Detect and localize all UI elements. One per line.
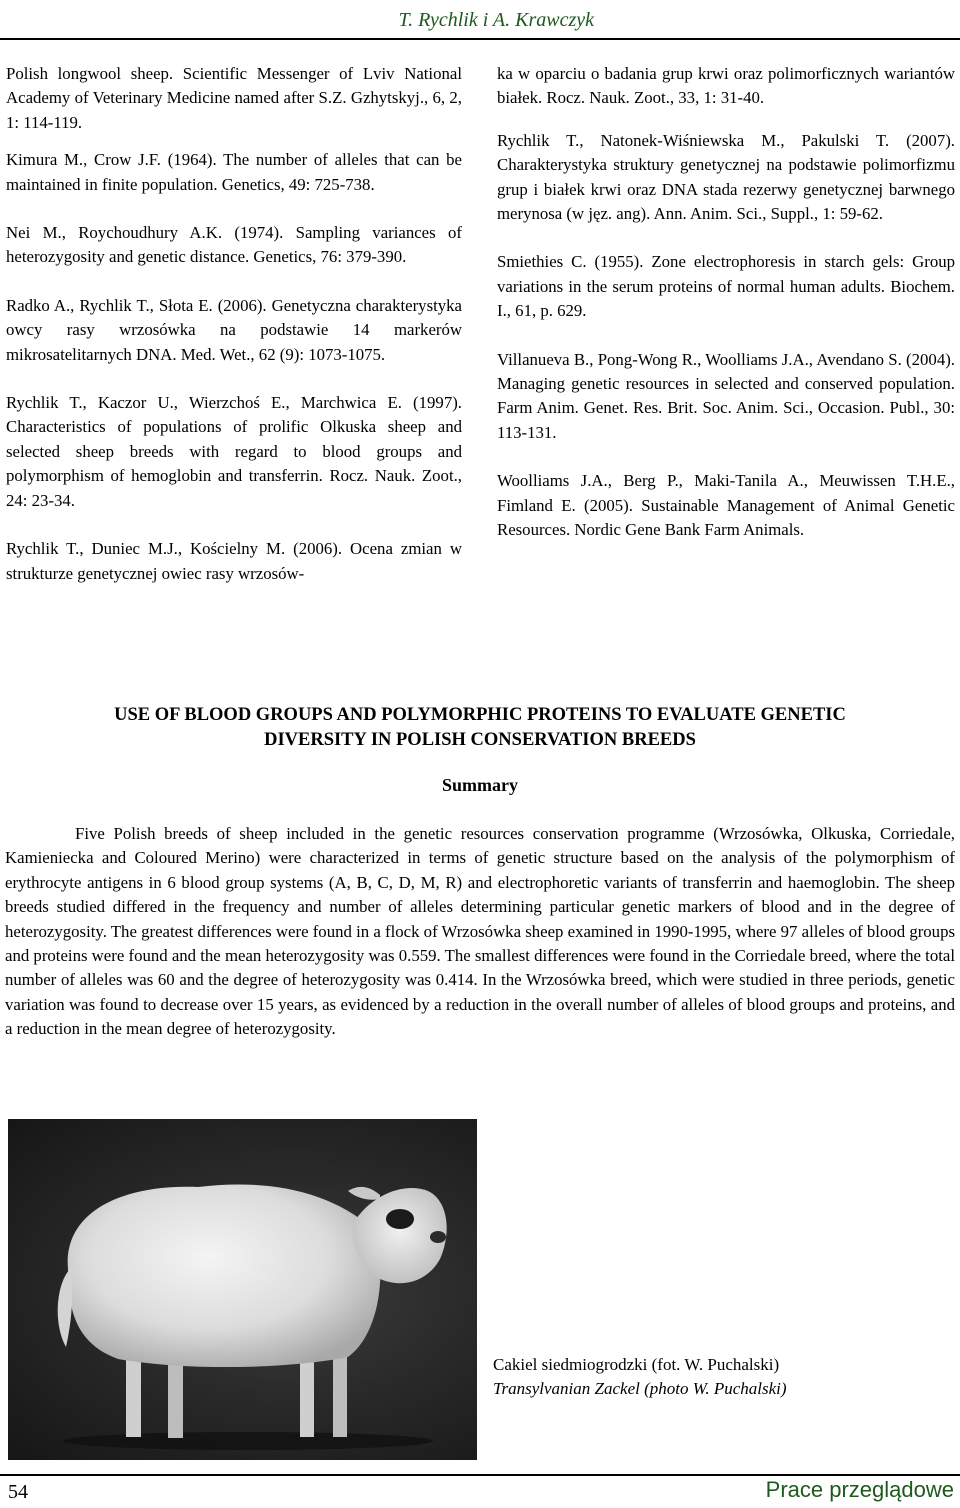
reference-item: Rychlik T., Duniec M.J., Kościelny M. (2006). Ocena zmian w strukturze genetycznej owiec rasy wrzosów-: [6, 539, 462, 583]
summary-heading: Summary: [442, 775, 518, 795]
section-label: Prace przeglądowe: [765, 1477, 954, 1502]
footer-rule: [0, 1474, 960, 1476]
references-left-column: [6, 62, 462, 586]
reference-item: Rychlik T., Natonek-Wiśniewska M., Pakulski T. (2007). Charakterystyka struktury genetycznej na podstawie polimorfizmu grup i białek krwi oraz DNA stada rezerwy genetycznej barwnego merynosa (w jęz. ang). Ann. Anim. Sci., Suppl., 1: 59-62.: [497, 130, 955, 224]
page-number: 54: [8, 1481, 28, 1503]
article-title-line: DIVERSITY IN POLISH CONSERVATION BREEDS: [264, 729, 696, 750]
references-right-column: [497, 62, 955, 543]
figure-caption: [493, 1353, 787, 1402]
reference-item: Smiethies C. (1955). Zone electrophoresis in starch gels: Group variations in the serum proteins of normal human adults. Biochem. I., 61, p. 629.: [497, 252, 955, 321]
reference-item: Villanueva B., Pong-Wong R., Woolliams J.A., Avendano S. (2004). Managing genetic resources in selected and conserved population. Farm Anim. Genet. Res. Brit. Soc. Anim. Sci., Occasion. Publ., 30: 113-131.: [497, 349, 955, 442]
reference-item: ka w oparciu o badania grup krwi oraz polimorficznych wariantów białek. Rocz. Nauk. Zoot., 33, 1: 31-40.: [497, 64, 955, 108]
article-title-line: USE OF BLOOD GROUPS AND POLYMORPHIC PROTEINS TO EVALUATE GENETIC: [114, 705, 846, 725]
sheep-eye-patch: [386, 1209, 414, 1229]
caption-english: Transylvanian Zackel (photo W. Puchalski): [493, 1379, 787, 1399]
sheep-photo: [8, 1119, 477, 1460]
caption-polish: Cakiel siedmiogrodzki (fot. W. Puchalski): [493, 1355, 780, 1374]
summary-text: Five Polish breeds of sheep included in the genetic resources conservation programme (Wrzosówka, Olkuska, Corriedale, Kamieniecka and Coloured Merino) were characterized in terms of genetic structure based on the analysis of the polymorphism of erythrocyte antigens in 6 blood group systems (A, B, C, D, M, R) and electrophoretic variants of transferrin and haemoglobin. The sheep breeds studied differed in the frequency and number of alleles determining particular genetic markers of blood and in the degree of heterozygosity. The greatest differences were found in a flock of Wrzosówka sheep examined in 1990-1995, where 97 alleles of blood groups and proteins were found and the mean heterozygosity was 0.559. The smallest differences were found in the Corriedale breed, where the total number of alleles was 60 and the degree of heterozygosity was 0.414. In the Wrzosówka breed, which were studied in three periods, genetic variation was found to decrease over 15 years, as evidenced by a reduction in the overall number of alleles of blood groups and proteins, and a reduction in the mean degree of heterozygosity.: [5, 824, 955, 1039]
reference-item: Polish longwool sheep. Scientific Messenger of Lviv National Academy of Veterinary Medicine named after S.Z. Gzhytskyj., 6, 2, 1: 114-119.: [6, 64, 462, 132]
header-rule: [0, 38, 960, 40]
reference-item: Woolliams J.A., Berg P., Maki-Tanila A., Meuwissen T.H.E., Fimland E. (2005). Sustainable Management of Animal Genetic Resources. Nordic Gene Bank Farm Animals.: [497, 471, 955, 540]
sheep-illustration: [8, 1119, 477, 1460]
reference-item: Rychlik T., Kaczor U., Wierzchoś E., Marchwica E. (1997). Characteristics of populations of prolific Olkuska sheep and selected sheep breeds with regard to blood groups and polymorphism of hemoglobin and transferrin. Rocz. Nauk. Zoot., 24: 23-34.: [6, 393, 462, 510]
reference-item: Radko A., Rychlik T., Słota E. (2006). Genetyczna charakterystyka owcy rasy wrzosówka na podstawie 14 markerów mikrosatelitarnych DNA. Med. Wet., 62 (9): 1073-1075.: [6, 295, 462, 364]
article-title: [0, 703, 960, 752]
running-header: T. Rychlik i A. Krawczyk: [398, 9, 594, 31]
reference-item: Kimura M., Crow J.F. (1964). The number of alleles that can be maintained in finite population. Genetics, 49: 725-738.: [6, 150, 462, 194]
reference-item: Nei M., Roychoudhury A.K. (1974). Sampling variances of heterozygosity and genetic distance. Genetics, 76: 379-390.: [6, 223, 462, 267]
